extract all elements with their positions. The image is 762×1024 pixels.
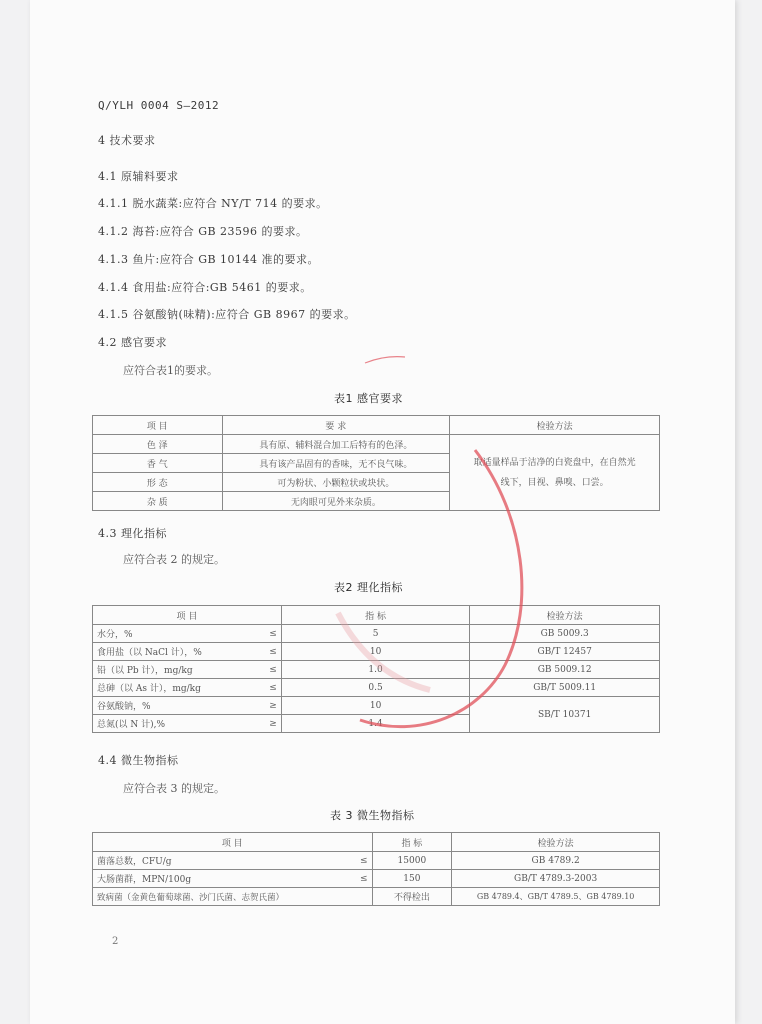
table2-merged-method: SB/T 10371 [470,697,660,733]
standard-number: Q/YLH 0004 S—2012 [98,99,220,112]
table3-method: GB/T 4789.3-2003 [452,870,660,888]
table3-method: GB 4789.2 [452,852,660,870]
table3-value: 150 [372,870,452,888]
table2-item: 谷氨酸钠，% [93,697,248,715]
table-row [93,625,660,643]
table1-requirement: 具有该产品固有的香味，无不良气味。 [222,454,450,473]
table2-item: 总砷（以 As 计），mg/kg [93,679,248,697]
table2-operator: ≤ [247,679,281,697]
table1-header-method: 检验方法 [450,416,660,435]
table-row [93,870,660,888]
table-row [93,679,660,697]
table1-item: 色 泽 [93,435,223,454]
seal-arc-fragment [365,357,405,363]
table2-method: GB/T 5009.11 [470,679,660,697]
table2-operator: ≤ [247,643,281,661]
table3-header-item: 项 目 [93,833,373,852]
table-row [93,697,660,715]
table2-header-index: 指 标 [281,606,470,625]
table1-requirement: 无肉眼可见外来杂质。 [222,492,450,511]
table2-operator: ≤ [247,625,281,643]
table3-header-method: 检验方法 [452,833,660,852]
table-row [93,643,660,661]
table2-operator: ≥ [247,697,281,715]
table1-header-requirement: 要 求 [222,416,450,435]
table3-header-index: 指 标 [372,833,452,852]
table2-caption: 表2 理化指标 [334,581,403,594]
section-4-3-title: 4.3 理化指标 [98,527,167,540]
table-row [93,435,660,454]
table2-physicochemical [92,605,660,733]
table2-value: 5 [281,625,470,643]
table2-item: 水分，% [93,625,248,643]
table3-item: 致病菌（金黄色葡萄球菌、沙门氏菌、志贺氏菌） [93,888,343,906]
table2-item: 食用盐（以 NaCl 计），% [93,643,248,661]
table2-operator: ≤ [247,661,281,679]
table3-operator: ≤ [342,852,372,870]
table2-value: 0.5 [281,679,470,697]
table2-method: GB/T 12457 [470,643,660,661]
table3-item: 菌落总数，CFU/g [93,852,343,870]
clause-4-1-5: 4.1.5 谷氨酸钠(味精):应符合 GB 8967 的要求。 [98,308,356,321]
table3-caption: 表 3 微生物指标 [330,809,415,822]
section-4-4-title: 4.4 微生物指标 [98,754,179,767]
table-row [93,888,660,906]
table1-caption: 表1 感官要求 [334,392,403,405]
table1-method-cell [450,435,660,511]
table2-method: GB 5009.3 [470,625,660,643]
page-number: 2 [112,936,119,947]
table2-operator: ≥ [247,715,281,733]
table1-item: 香 气 [93,454,223,473]
table1-method-line2: 线下，目视、鼻嗅、口尝。 [500,477,609,488]
table3-value: 15000 [372,852,452,870]
table1-header-item: 项 目 [93,416,223,435]
clause-4-1-2: 4.1.2 海苔:应符合 GB 23596 的要求。 [98,225,308,238]
table1-sensory [92,415,660,511]
clause-4-1-3: 4.1.3 鱼片:应符合 GB 10144 准的要求。 [98,253,320,266]
table3-value: 不得检出 [372,888,452,906]
section-4-3-intro: 应符合表 2 的规定。 [123,553,225,566]
table2-header-item: 项 目 [93,606,282,625]
document-page [30,0,735,1024]
table2-item: 铅（以 Pb 计），mg/kg [93,661,248,679]
table1-requirement: 具有原、辅料混合加工后特有的色泽。 [222,435,450,454]
table1-item: 杂 质 [93,492,223,511]
table2-item: 总氮(以 N 计),% [93,715,248,733]
table-row [93,661,660,679]
section-4-title: 4 技术要求 [98,134,156,147]
table2-value: 10 [281,643,470,661]
table1-item: 形 态 [93,473,223,492]
table3-item: 大肠菌群，MPN/100g [93,870,343,888]
table2-value: 1.4 [281,715,470,733]
table3-operator: ≤ [342,870,372,888]
clause-4-1-1: 4.1.1 脱水蔬菜:应符合 NY/T 714 的要求。 [98,197,328,210]
section-4-2-intro: 应符合表1的要求。 [123,364,218,377]
table3-operator [342,888,372,906]
section-4-4-intro: 应符合表 3 的规定。 [123,782,225,795]
table1-method-line1: 取适量样品于洁净的白瓷盘中，在自然光 [473,457,636,468]
table2-value: 10 [281,697,470,715]
section-4-2-title: 4.2 感官要求 [98,336,167,349]
clause-4-1-4: 4.1.4 食用盐:应符合:GB 5461 的要求。 [98,281,312,294]
table2-method: GB 5009.12 [470,661,660,679]
table2-header-method: 检验方法 [470,606,660,625]
table3-microbiological [92,832,660,906]
section-4-1-title: 4.1 原辅料要求 [98,170,179,183]
table-row [93,852,660,870]
table3-method: GB 4789.4、GB/T 4789.5、GB 4789.10 [452,888,660,906]
table2-value: 1.0 [281,661,470,679]
table1-requirement: 可为粉状、小颗粒状或块状。 [222,473,450,492]
